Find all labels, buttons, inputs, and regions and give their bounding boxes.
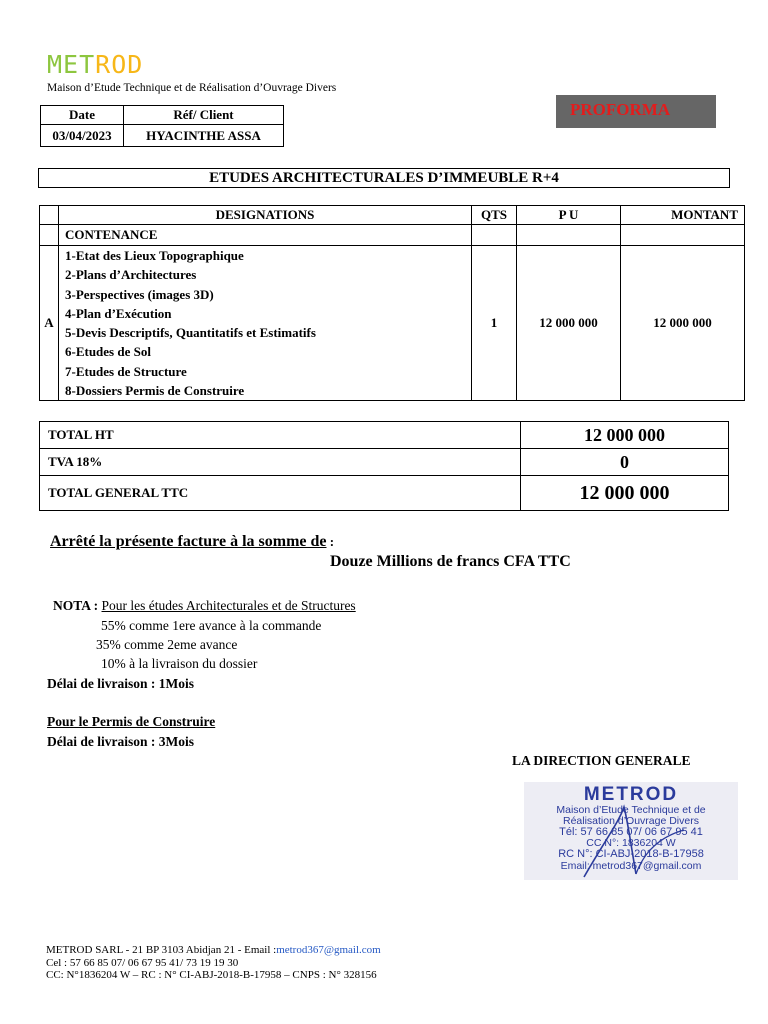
- table-row: [40, 225, 745, 246]
- header-montant: MONTANT: [621, 206, 745, 225]
- delivery-delay-2: Délai de livraison : 3Mois: [47, 734, 194, 749]
- nota-label: NOTA :: [53, 598, 102, 613]
- footer-line-2: Cel : 57 66 85 07/ 06 67 95 41/ 73 19 19 30: [46, 956, 239, 969]
- header-letter-cell: [40, 206, 59, 225]
- total-ttc-label: TOTAL GENERAL TTC: [40, 476, 521, 511]
- list-item: 4-Plan d’Exécution: [65, 305, 172, 321]
- items-table: [39, 205, 745, 401]
- client-info-table: [40, 105, 284, 147]
- total-ttc-value: 12 000 000: [521, 476, 729, 511]
- permit-title: Pour le Permis de Construire: [47, 714, 216, 729]
- table-row: [40, 246, 745, 401]
- document-type-badge: PROFORMA: [556, 95, 716, 128]
- footer-address: METROD SARL - 21 BP 3103 Abidjan 21 - Email :: [46, 944, 277, 956]
- payment-term-1: 55% comme 1ere avance à la commande: [101, 618, 322, 633]
- tva-label: TVA 18%: [40, 449, 521, 476]
- company-tagline: Maison d’Etude Technique et de Réalisation d’Ouvrage Divers: [47, 82, 337, 94]
- company-stamp: [524, 782, 738, 880]
- list-item: 3-Perspectives (images 3D): [65, 286, 214, 302]
- designation-list: [59, 246, 472, 401]
- payment-term-2: 35% comme 2eme avance: [96, 637, 238, 652]
- amount-in-words: Douze Millions de francs CFA TTC: [330, 553, 571, 570]
- list-item: 7-Etudes de Structure: [65, 363, 187, 379]
- logo-text-part2: ROD: [95, 50, 144, 79]
- stamp-line-6: Email: metrod367@gmail.com: [560, 860, 702, 872]
- qty-value: 1: [472, 246, 517, 401]
- footer-email-link[interactable]: metrod367@gmail.com: [276, 944, 381, 956]
- date-value: 03/04/2023: [41, 125, 124, 147]
- section-label: CONTENANCE: [59, 225, 472, 246]
- amount-value: 12 000 000: [621, 246, 745, 401]
- stamp-line-1: Maison d’Etude Technique et de: [556, 804, 706, 816]
- list-item: 6-Etudes de Sol: [65, 344, 151, 360]
- nota-heading: [53, 598, 356, 614]
- date-label: Date: [41, 106, 124, 125]
- amount-statement: [50, 533, 334, 551]
- empty-cell: [40, 225, 59, 246]
- row-letter: A: [40, 246, 59, 401]
- header-qts: QTS: [472, 206, 517, 225]
- total-ht-value: 12 000 000: [521, 422, 729, 449]
- stamp-line-3: Tél: 57 66 85 07/ 06 67 95 41: [559, 826, 703, 838]
- empty-cell: [517, 225, 621, 246]
- table-header-row: [40, 206, 745, 225]
- stamp-line-5: RC N°: CI-ABJ-2018-B-17958: [558, 848, 704, 860]
- list-item: 8-Dossiers Permis de Construire: [65, 383, 245, 399]
- signature-label: LA DIRECTION GENERALE: [512, 753, 691, 768]
- list-item: 2-Plans d’Architectures: [65, 267, 197, 283]
- footer-line-3: CC: N°1836204 W – RC : N° CI-ABJ-2018-B-17958 – CNPS : N° 328156: [46, 969, 377, 981]
- list-item: 5-Devis Descriptifs, Quantitatifs et Estimatifs: [65, 325, 316, 341]
- client-label: Réf/ Client: [124, 106, 284, 125]
- header-pu: P U: [517, 206, 621, 225]
- list-item: 1-Etat des Lieux Topographique: [65, 248, 244, 263]
- total-ht-label: TOTAL HT: [40, 422, 521, 449]
- stamp-line-2: Réalisation d’Ouvrage Divers: [563, 815, 699, 827]
- client-value: HYACINTHE ASSA: [124, 125, 284, 147]
- delivery-delay-1: Délai de livraison : 1Mois: [47, 676, 194, 691]
- logo-text-part1: MET: [47, 50, 96, 79]
- statement-colon: :: [326, 534, 335, 549]
- footer: [46, 944, 381, 982]
- footer-line-1: [46, 944, 381, 957]
- totals-table: [39, 421, 729, 511]
- unit-price-value: 12 000 000: [517, 246, 621, 401]
- empty-cell: [472, 225, 517, 246]
- empty-cell: [621, 225, 745, 246]
- stamp-title: METROD: [583, 784, 679, 805]
- nota-title: Pour les études Architecturales et de Structures: [101, 598, 356, 613]
- company-logo: [47, 50, 143, 79]
- header-designations: DESIGNATIONS: [59, 206, 472, 225]
- project-title: ETUDES ARCHITECTURALES D’IMMEUBLE R+4: [38, 168, 730, 188]
- payment-term-3: 10% à la livraison du dossier: [101, 656, 258, 671]
- stamp-line-4: CC N°: 1836204 W: [586, 837, 676, 849]
- tva-value: 0: [521, 449, 729, 476]
- statement-prefix: Arrêté la présente facture à la somme de: [50, 533, 327, 550]
- stamp-graphic: [524, 782, 738, 880]
